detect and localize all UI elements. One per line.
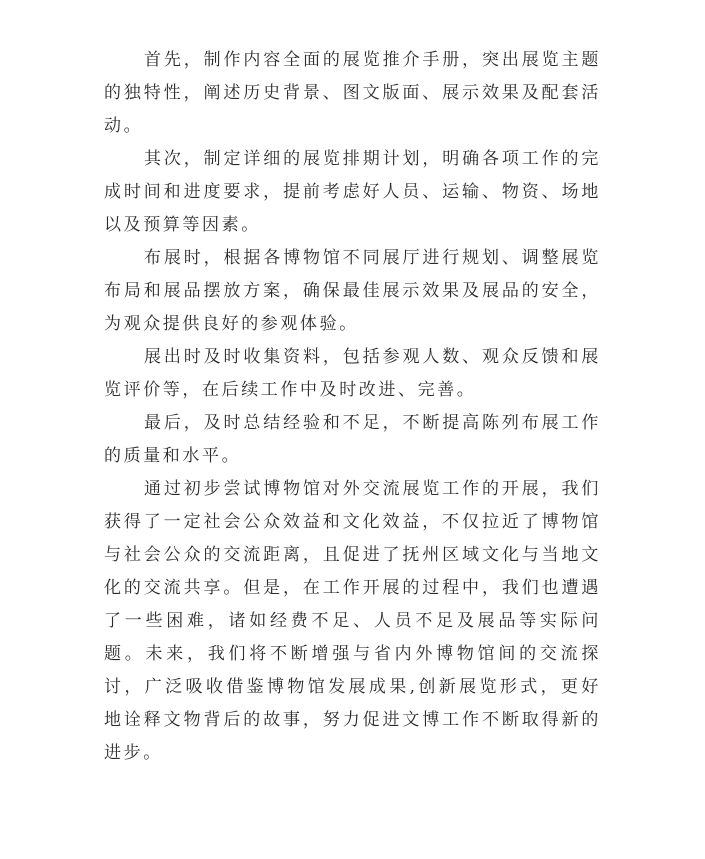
- document-body: [104, 44, 601, 770]
- paragraph-layout: 布展时，根据各博物馆不同展厅进行规划、调整展览布局和展品摆放方案，确保最佳展示效果及展品的安全，为观众提供良好的参观体验。: [104, 248, 601, 334]
- paragraph-brochure: 首先，制作内容全面的展览推介手册，突出展览主题的独特性，阐述历史背景、图文版面、展示效果及配套活动。: [104, 50, 601, 136]
- paragraph-conclusion: 通过初步尝试博物馆对外交流展览工作的开展，我们获得了一定社会公众效益和文化效益，不仅拉近了博物馆与社会公众的交流距离，且促进了抚州区域文化与当地文化的交流共享。但是，在工作开展的过程中，我们也遭遇了一些困难，诸如经费不足、人员不足及展品等实际问题。未来，我们将不断增强与省内外博物馆间的交流探讨，广泛吸收借鉴博物馆发展成果,创新展览形式，更好地诠释文物背后的故事，努力促进文博工作不断取得新的进步。: [104, 479, 601, 763]
- paragraph-schedule: 其次，制定详细的展览排期计划，明确各项工作的完成时间和进度要求，提前考虑好人员、运输、物资、场地以及预算等因素。: [104, 149, 601, 235]
- paragraph-feedback: 展出时及时收集资料，包括参观人数、观众反馈和展览评价等，在后续工作中及时改进、完善。: [104, 347, 601, 400]
- paragraph-summary: 最后，及时总结经验和不足，不断提高陈列布展工作的质量和水平。: [104, 413, 601, 466]
